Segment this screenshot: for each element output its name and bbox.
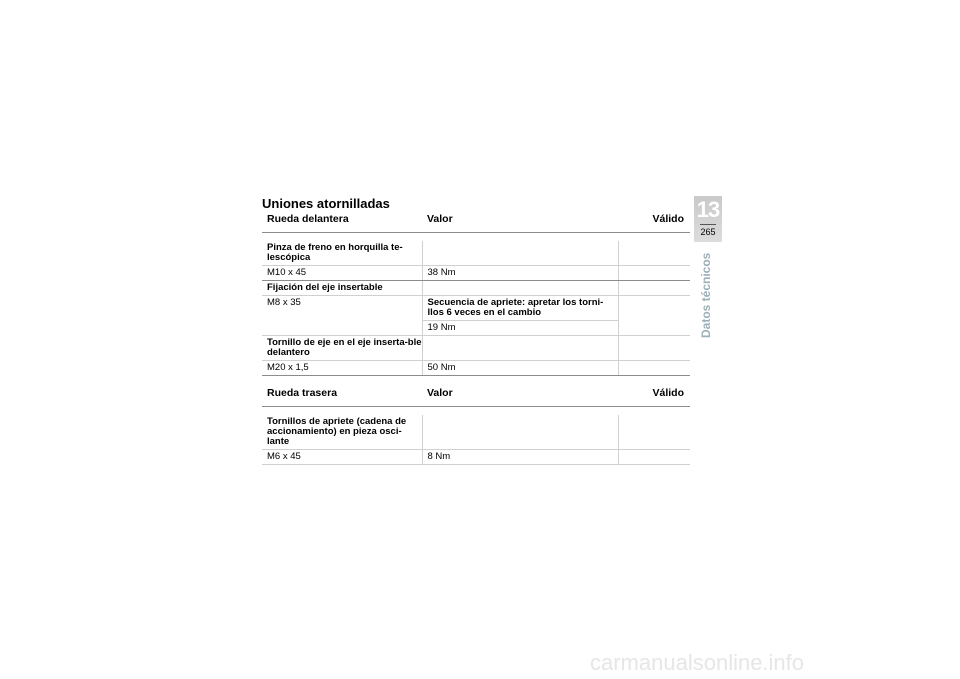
torque-value: 8 Nm	[422, 450, 618, 465]
chapter-divider	[700, 224, 716, 225]
component-label: Tornillos de apriete (cadena de accionamiento) en pieza osci-lante	[262, 415, 422, 450]
table-row	[262, 241, 690, 266]
torque-value: 50 Nm	[422, 361, 618, 376]
spec: M20 x 1,5	[262, 361, 422, 376]
header-value: Valor	[422, 210, 618, 233]
component-label: Pinza de freno en horquilla te-lescópica	[262, 241, 422, 266]
page-number: 265	[700, 227, 716, 237]
chapter-name: Datos técnicos	[699, 252, 713, 338]
table-row	[262, 450, 690, 465]
front-wheel-header	[262, 210, 690, 233]
tightening-note: Secuencia de apriete: apretar los torni-llos 6 veces en el cambio	[422, 296, 618, 321]
table-row	[262, 361, 690, 376]
table-row	[262, 336, 690, 361]
header-valid: Válido	[618, 384, 690, 407]
header-component: Rueda delantera	[262, 210, 422, 233]
chapter-number: 13	[696, 197, 720, 222]
spec: M8 x 35	[262, 296, 422, 336]
torque-table	[262, 210, 690, 465]
torque-value: 19 Nm	[422, 321, 618, 336]
table-row	[262, 415, 690, 450]
header-valid: Válido	[618, 210, 690, 233]
torque-value: 38 Nm	[422, 266, 618, 281]
header-component: Rueda trasera	[262, 384, 422, 407]
page-title: Uniones atornilladas	[262, 196, 390, 211]
spec: M10 x 45	[262, 266, 422, 281]
component-label: Fijación del eje insertable	[262, 281, 422, 296]
rear-wheel-header	[262, 384, 690, 407]
header-value: Valor	[422, 384, 618, 407]
table-row	[262, 296, 690, 321]
watermark: carmanualsonline.info	[590, 650, 805, 675]
spec: M6 x 45	[262, 450, 422, 465]
table-row	[262, 281, 690, 296]
table-row	[262, 266, 690, 281]
component-label: Tornillo de eje en el eje inserta-ble delantero	[262, 336, 422, 361]
